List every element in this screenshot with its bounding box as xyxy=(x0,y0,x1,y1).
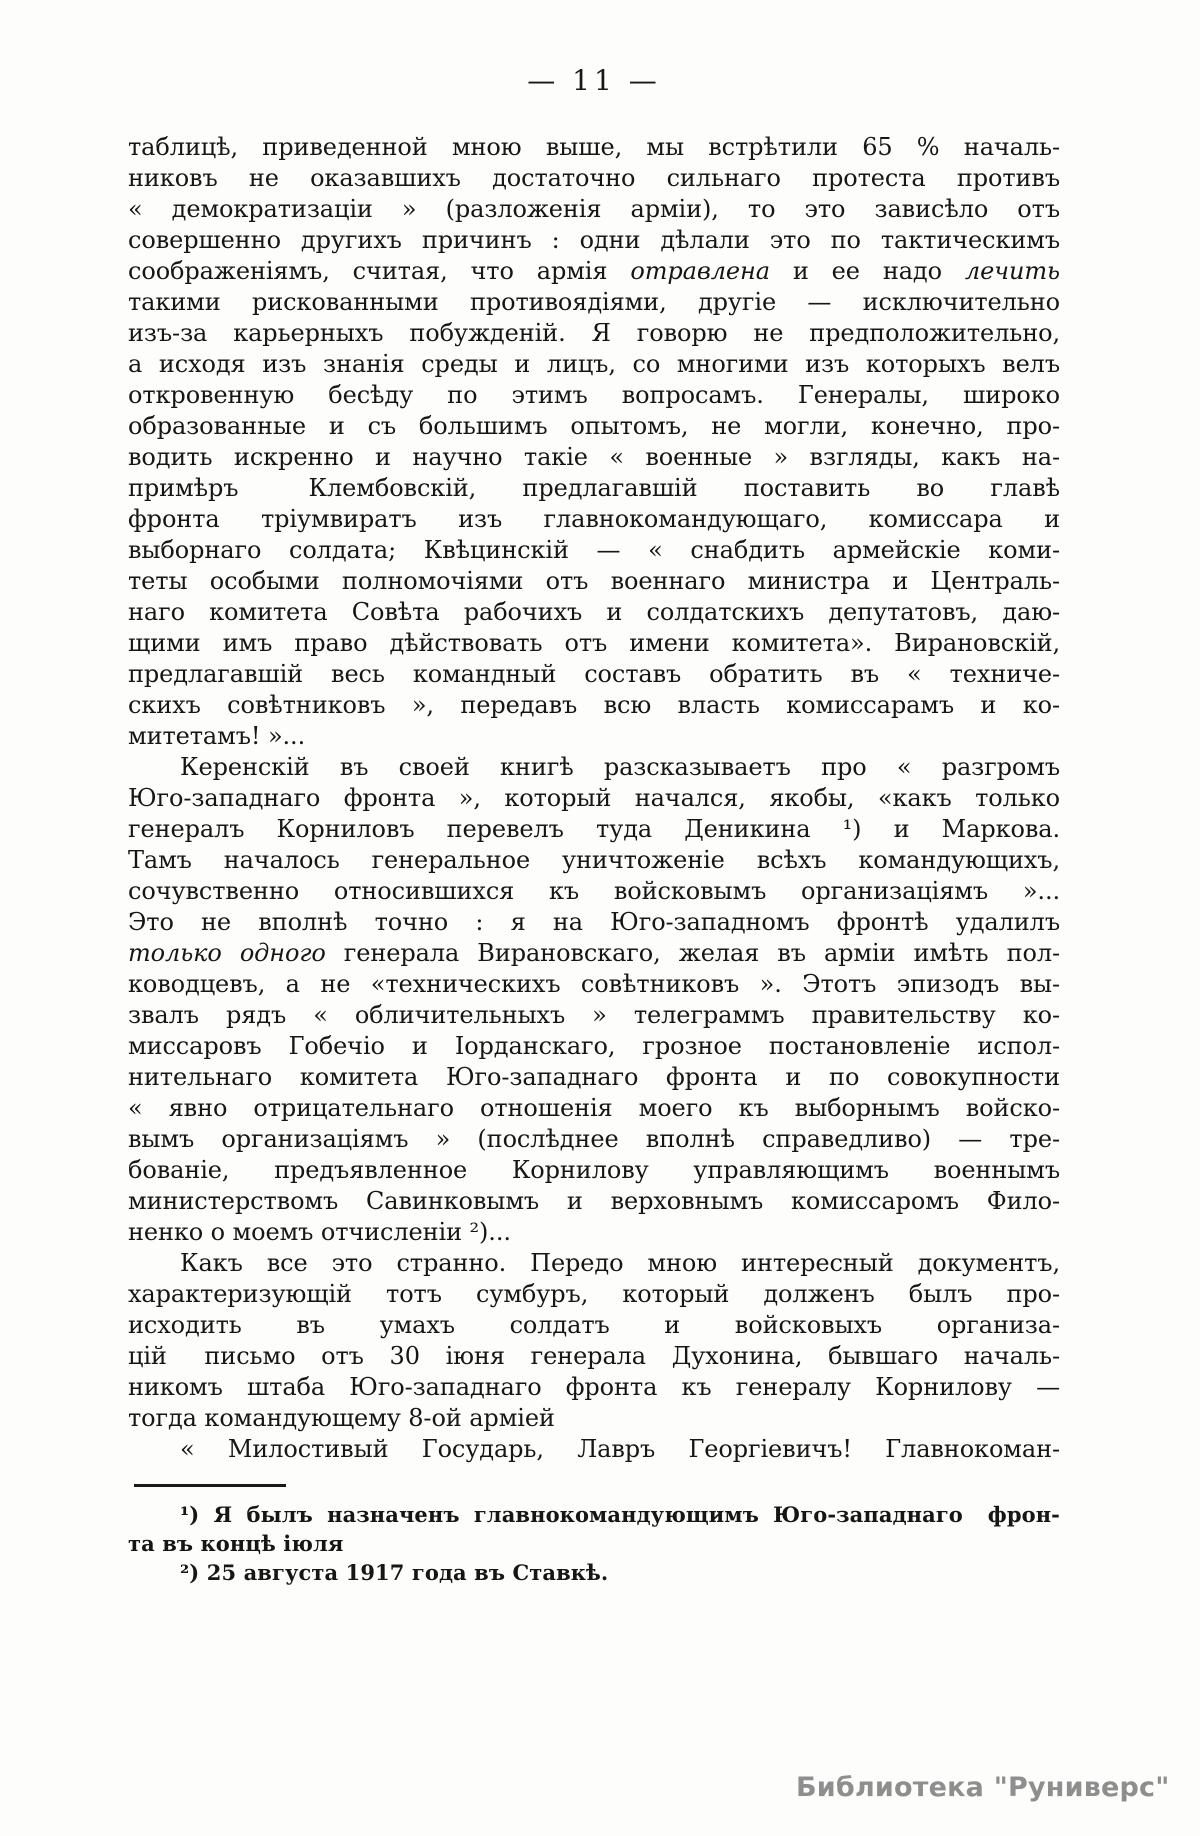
text-segment: ководцевъ, а не «техническихъ совѣтниковъ ». Этотъ эпизодъ вы- xyxy=(128,970,1060,998)
italic-text-segment: лечить xyxy=(964,257,1060,285)
text-segment: митетамъ! »... xyxy=(128,722,306,750)
text-line xyxy=(128,1031,1060,1062)
text-segment: откровенную бесѣду по этимъ вопросамъ. Генералы, широко xyxy=(128,381,1060,409)
library-watermark: Библиотека "Руниверс" xyxy=(796,1772,1170,1803)
text-segment: министерствомъ Савинковымъ и верховнымъ комиссаромъ Фило- xyxy=(128,1187,1060,1215)
text-segment: Какъ все это странно. Передо мною интересный документъ, xyxy=(180,1249,1060,1277)
text-line xyxy=(128,473,1060,504)
text-line xyxy=(128,752,1060,783)
text-segment: тогда командующему 8-ой арміей xyxy=(128,1404,555,1432)
text-segment: ²) 25 августа 1917 года въ Ставкѣ. xyxy=(180,1560,609,1585)
text-line xyxy=(128,1124,1060,1155)
text-line xyxy=(128,1529,1060,1558)
text-segment: теты особыми полномочіями отъ военнаго министра и Централь- xyxy=(128,567,1060,595)
text-line xyxy=(128,380,1060,411)
text-line xyxy=(128,876,1060,907)
text-segment: выборнаго солдата; Квѣцинскій — « снабдить армейскіе коми- xyxy=(128,536,1060,564)
text-segment: ¹) Я былъ назначенъ главнокомандующимъ Юго-западнаго фрон- xyxy=(180,1502,1060,1527)
text-segment: « демократизаціи » (разложенія арміи), то это зависѣло отъ xyxy=(128,195,1060,223)
text-segment: Юго-западнаго фронта », который начался, якобы, «какъ только xyxy=(128,784,1060,812)
text-line xyxy=(128,845,1060,876)
text-line xyxy=(128,969,1060,1000)
text-segment: генералъ Корниловъ перевелъ туда Деникина ¹) и Маркова. xyxy=(128,815,1060,843)
text-segment: характеризующій тотъ сумбуръ, который долженъ былъ про- xyxy=(128,1280,1060,1308)
text-segment: примѣръ Клембовскій, предлагавшій поставить во главѣ xyxy=(128,474,1060,502)
text-segment: сочувственно относившихся къ войсковымъ организаціямъ »... xyxy=(128,877,1060,905)
text-line xyxy=(128,318,1060,349)
text-line xyxy=(128,411,1060,442)
text-segment: а исходя изъ знанія среды и лицъ, со многими изъ которыхъ велъ xyxy=(128,350,1060,378)
text-line xyxy=(128,597,1060,628)
text-line xyxy=(128,1372,1060,1403)
text-line xyxy=(128,938,1060,969)
text-segment: наго комитета Совѣта рабочихъ и солдатскихъ депутатовъ, даю- xyxy=(128,598,1060,626)
text-line xyxy=(128,1000,1060,1031)
text-line xyxy=(128,225,1060,256)
text-line xyxy=(128,194,1060,225)
text-line xyxy=(128,1062,1060,1093)
body-text-block xyxy=(128,132,1060,1465)
text-line xyxy=(128,1403,1060,1434)
text-segment: никовъ не оказавшихъ достаточно сильнаго протеста противъ xyxy=(128,164,1060,192)
text-segment: генерала Вирановскаго, желая въ арміи имѣть пол- xyxy=(325,939,1060,967)
text-line xyxy=(128,1558,1060,1587)
text-segment: изъ-за карьерныхъ побужденій. Я говорю не предположительно, xyxy=(128,319,1060,347)
text-segment: цій письмо отъ 30 іюня генерала Духонина, бывшаго началь- xyxy=(128,1342,1060,1370)
text-line xyxy=(128,132,1060,163)
text-line xyxy=(128,535,1060,566)
text-segment: нительнаго комитета Юго-западнаго фронта и по совокупности xyxy=(128,1063,1060,1091)
text-line xyxy=(128,442,1060,473)
text-segment: та въ концѣ іюля xyxy=(128,1531,344,1556)
text-line xyxy=(128,659,1060,690)
text-line xyxy=(128,814,1060,845)
page-number: — 11 — xyxy=(527,64,661,97)
text-line xyxy=(128,1217,1060,1248)
text-line xyxy=(128,690,1060,721)
text-line xyxy=(128,1155,1060,1186)
text-segment: фронта тріумвиратъ изъ главнокомандующаго, комиссара и xyxy=(128,505,1060,533)
text-segment: звалъ рядъ « обличительныхъ » телеграммъ правительству ко- xyxy=(128,1001,1060,1029)
italic-text-segment: отравлена xyxy=(630,257,770,285)
text-segment: водить искренно и научно такіе « военные » взгляды, какъ на- xyxy=(128,443,1060,471)
text-line xyxy=(128,1500,1060,1529)
text-line xyxy=(128,566,1060,597)
text-line xyxy=(128,1248,1060,1279)
text-line xyxy=(128,504,1060,535)
text-segment: « явно отрицательнаго отношенія моего къ выборнымъ войско- xyxy=(128,1094,1060,1122)
text-segment: Это не вполнѣ точно : я на Юго-западномъ фронтѣ удалилъ xyxy=(128,908,1060,936)
text-line xyxy=(128,1341,1060,1372)
text-line xyxy=(128,1310,1060,1341)
text-line xyxy=(128,783,1060,814)
text-line xyxy=(128,256,1060,287)
text-segment: ненко о моемъ отчисленіи ²)... xyxy=(128,1218,511,1246)
text-line xyxy=(128,628,1060,659)
italic-text-segment: только одного xyxy=(128,939,326,967)
footnote-separator xyxy=(134,1484,286,1487)
text-line xyxy=(128,907,1060,938)
text-segment: исходить въ умахъ солдатъ и войсковыхъ организа- xyxy=(128,1311,1060,1339)
text-segment: такими рискованными противоядіями, другіе — исключительно xyxy=(128,288,1060,316)
text-segment: вымъ организаціямъ » (послѣднее вполнѣ справедливо) — тре- xyxy=(128,1125,1060,1153)
text-segment: миссаровъ Гобечіо и Іорданскаго, грозное постановленіе испол- xyxy=(128,1032,1060,1060)
text-segment: Керенскій въ своей книгѣ разсказываетъ про « разгромъ xyxy=(180,753,1060,781)
footnotes-block xyxy=(128,1500,1060,1587)
text-segment: совершенно другихъ причинъ : одни дѣлали это по тактическимъ xyxy=(128,226,1060,254)
text-segment: щими имъ право дѣйствовать отъ имени комитета». Вирановскій, xyxy=(128,629,1060,657)
text-segment: бованіе, предъявленное Корнилову управляющимъ военнымъ xyxy=(128,1156,1060,1184)
text-segment: никомъ штаба Юго-западнаго фронта къ генералу Корнилову — xyxy=(128,1373,1060,1401)
text-segment: « Милостивый Государь, Лавръ Георгіевичъ! Главнокоман- xyxy=(180,1435,1060,1463)
text-line xyxy=(128,287,1060,318)
text-line xyxy=(128,721,1060,752)
text-segment: скихъ совѣтниковъ », передавъ всю власть комиссарамъ и ко- xyxy=(128,691,1060,719)
text-segment: образованные и съ большимъ опытомъ, не могли, конечно, про- xyxy=(128,412,1060,440)
text-segment: предлагавшій весь командный составъ обратить въ « техниче- xyxy=(128,660,1060,688)
text-line xyxy=(128,1186,1060,1217)
text-segment: и ее надо xyxy=(769,257,965,285)
text-line xyxy=(128,1434,1060,1465)
text-segment: Тамъ началось генеральное уничтоженіе всѣхъ командующихъ, xyxy=(128,846,1060,874)
text-line xyxy=(128,1093,1060,1124)
text-line xyxy=(128,163,1060,194)
text-segment: таблицѣ, приведенной мною выше, мы встрѣтили 65 % началь- xyxy=(128,133,1060,161)
text-line xyxy=(128,349,1060,380)
text-segment: соображеніямъ, считая, что армія xyxy=(128,257,631,285)
text-line xyxy=(128,1279,1060,1310)
